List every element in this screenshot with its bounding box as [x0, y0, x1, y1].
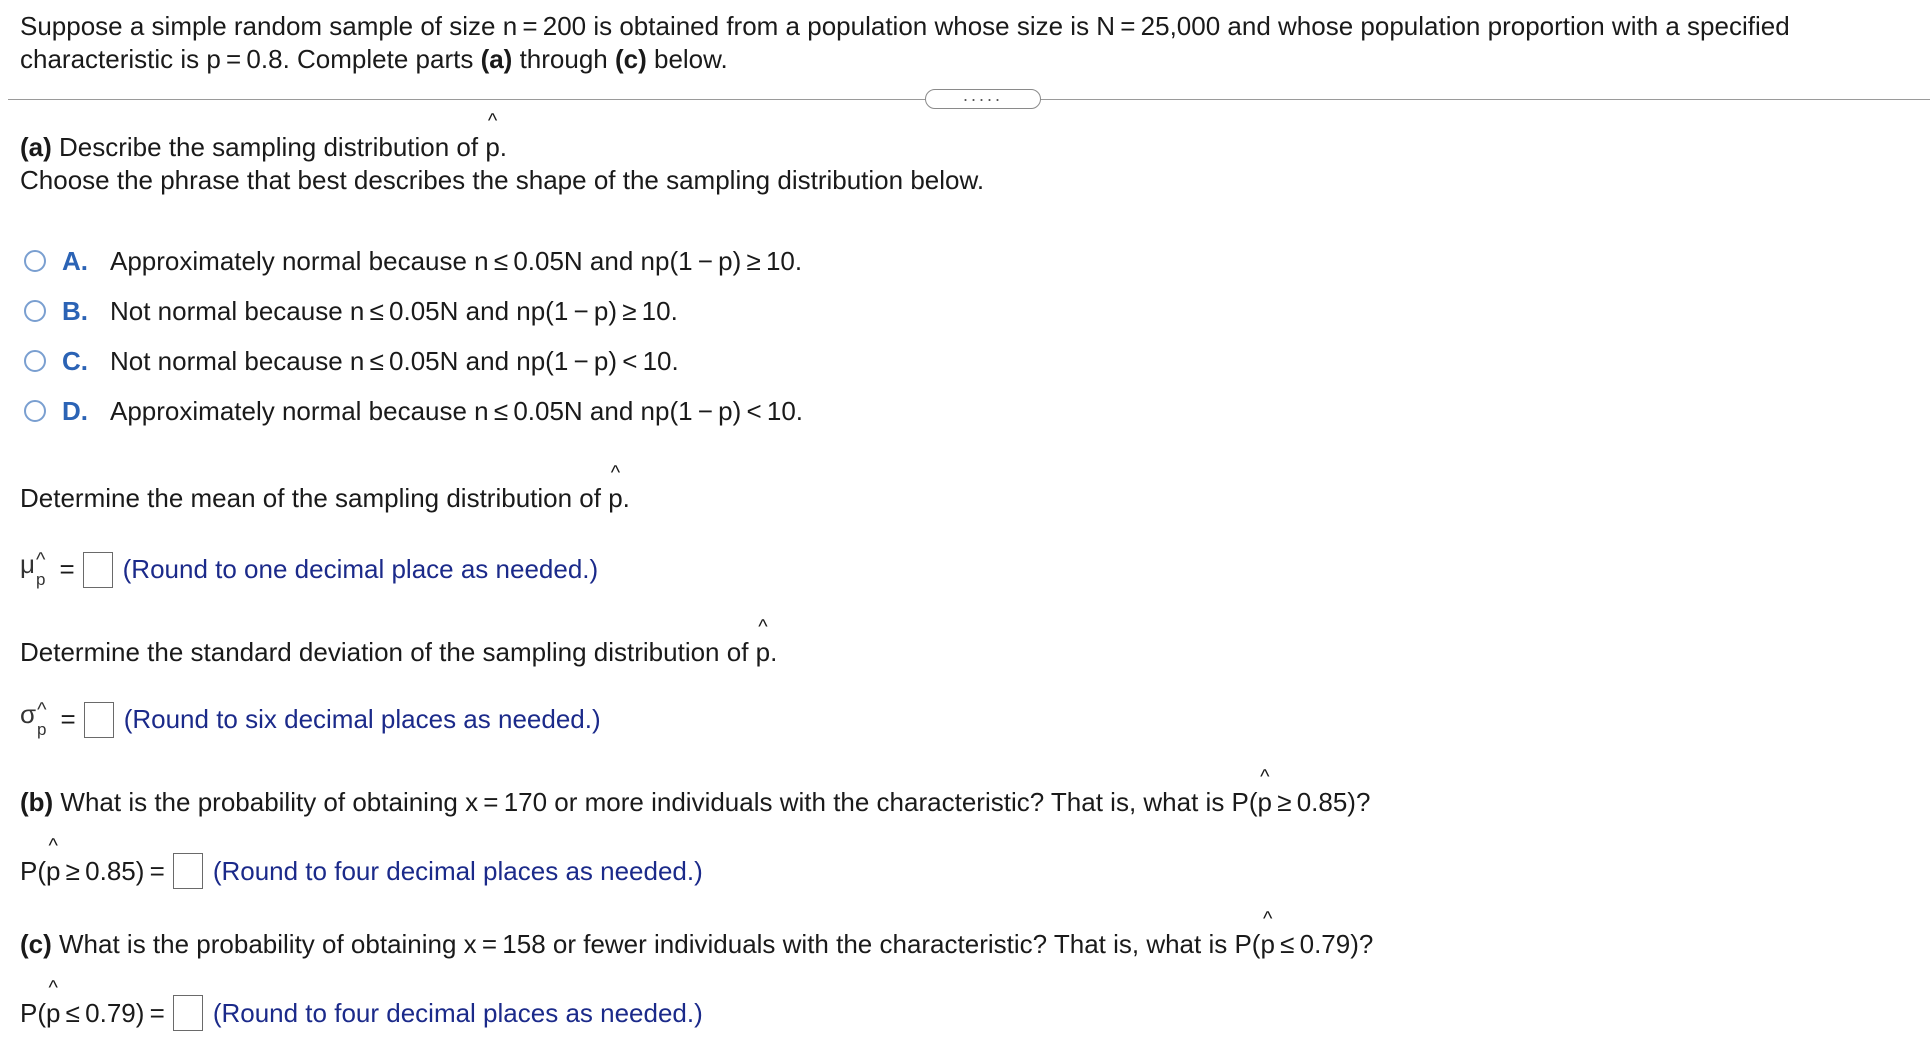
mean-equals: = — [59, 554, 75, 584]
option-a-text: Approximately normal because n ≤ 0.05N and np(1 − p) ≥ 10. — [110, 245, 803, 276]
part-c-answer-suffix: ≤ 0.79) = — [60, 997, 165, 1028]
part-c-answer-prefix: P( — [20, 997, 46, 1028]
part-c-ref: (c) — [614, 44, 647, 74]
radio-option-a[interactable] — [24, 250, 46, 272]
p-hat-symbol: ^ p — [1258, 787, 1272, 818]
sd-hint: (Round to six decimal places as needed.) — [123, 704, 601, 734]
problem-line-2-text: characteristic is p = 0.8. Complete parts — [20, 44, 481, 74]
part-a-ref: (a) — [480, 44, 513, 74]
problem-line-2-end: below. — [646, 44, 728, 74]
part-c-label: (c) — [20, 929, 52, 959]
part-b-hint: (Round to four decimal places as needed.) — [212, 855, 703, 886]
part-c-question — [20, 929, 1373, 960]
sd-prompt-text: Determine the standard deviation of the sampling distribution of — [20, 637, 756, 667]
mean-answer-input[interactable] — [83, 552, 113, 588]
option-b[interactable] — [24, 294, 678, 328]
radio-option-b[interactable] — [24, 300, 46, 322]
part-b-answer-suffix: ≥ 0.85) = — [60, 855, 165, 886]
part-a-header — [20, 131, 984, 197]
part-a-title — [20, 131, 984, 164]
mean-hint: (Round to one decimal place as needed.) — [122, 554, 599, 584]
mean-prompt-end: . — [622, 483, 630, 513]
sd-answer-input[interactable] — [84, 702, 114, 738]
option-d-text: Approximately normal because n ≤ 0.05N and np(1 − p) < 10. — [110, 395, 804, 426]
p-hat-symbol: ^ p — [756, 637, 770, 668]
part-b-label: (b) — [20, 787, 54, 817]
part-c-answer-input[interactable] — [173, 995, 203, 1031]
sd-answer-row — [20, 699, 601, 740]
sd-prompt — [20, 637, 777, 668]
part-a-label: (a) — [20, 132, 52, 162]
sd-prompt-end: . — [770, 637, 778, 667]
expand-more-button[interactable] — [925, 85, 1041, 109]
problem-statement — [20, 10, 1790, 76]
sigma-symbol — [20, 699, 47, 740]
expander-dots: ..... — [962, 85, 1003, 105]
option-d[interactable] — [24, 394, 803, 428]
part-b-answer-prefix: P( — [20, 855, 46, 886]
radio-option-c[interactable] — [24, 350, 46, 372]
option-d-letter: D. — [62, 395, 88, 426]
p-hat-symbol: ^ p — [608, 483, 622, 514]
p-hat-symbol: ^ p — [1260, 929, 1274, 960]
sd-equals: = — [60, 704, 76, 734]
p-hat-symbol: ^ p — [46, 998, 60, 1029]
part-c-question-text: What is the probability of obtaining x = 158 or fewer individuals with the characteristic? That is, what is P( — [51, 929, 1261, 959]
sigma-glyph: σ — [20, 699, 37, 729]
mu-subscript: ^ p — [36, 570, 45, 590]
option-c-letter: C. — [62, 345, 88, 376]
mu-symbol — [20, 549, 45, 590]
part-b-question-text: What is the probability of obtaining x = 170 or more individuals with the characteristic? That is, what is P( — [53, 787, 1258, 817]
part-b-question-end: ≥ 0.85)? — [1272, 787, 1371, 817]
option-a-letter: A. — [62, 245, 88, 276]
option-c[interactable] — [24, 344, 679, 378]
mean-answer-row — [20, 549, 598, 590]
option-a[interactable] — [24, 244, 802, 278]
part-c-hint: (Round to four decimal places as needed.) — [212, 997, 703, 1028]
sigma-subscript: ^ p — [37, 720, 46, 740]
option-b-letter: B. — [62, 295, 88, 326]
part-b-question — [20, 787, 1370, 818]
part-c-answer-row — [20, 995, 703, 1031]
option-b-text: Not normal because n ≤ 0.05N and np(1 − p) ≥ 10. — [110, 295, 678, 326]
through-text: through — [512, 44, 615, 74]
part-a-instruction: Choose the phrase that best describes the shape of the sampling distribution below. — [20, 165, 985, 195]
part-b-answer-row — [20, 853, 703, 889]
p-hat-symbol: ^ p — [46, 856, 60, 887]
option-c-text: Not normal because n ≤ 0.05N and np(1 − p) < 10. — [110, 345, 679, 376]
mu-glyph: μ — [20, 549, 35, 579]
mean-prompt-text: Determine the mean of the sampling distribution of — [20, 483, 609, 513]
mean-prompt — [20, 483, 630, 514]
part-b-answer-input[interactable] — [173, 853, 203, 889]
part-a-title-text: Describe the sampling distribution of — [51, 132, 486, 162]
part-c-question-end: ≤ 0.79)? — [1274, 929, 1374, 959]
problem-line-1: Suppose a simple random sample of size n = 200 is obtained from a population whose size is N = 25,000 and whose population proportion with a specified — [20, 11, 1790, 41]
p-hat-symbol: ^ p — [485, 131, 499, 164]
radio-option-d[interactable] — [24, 400, 46, 422]
part-a-title-end: . — [499, 132, 508, 162]
problem-line-2 — [20, 43, 1790, 76]
